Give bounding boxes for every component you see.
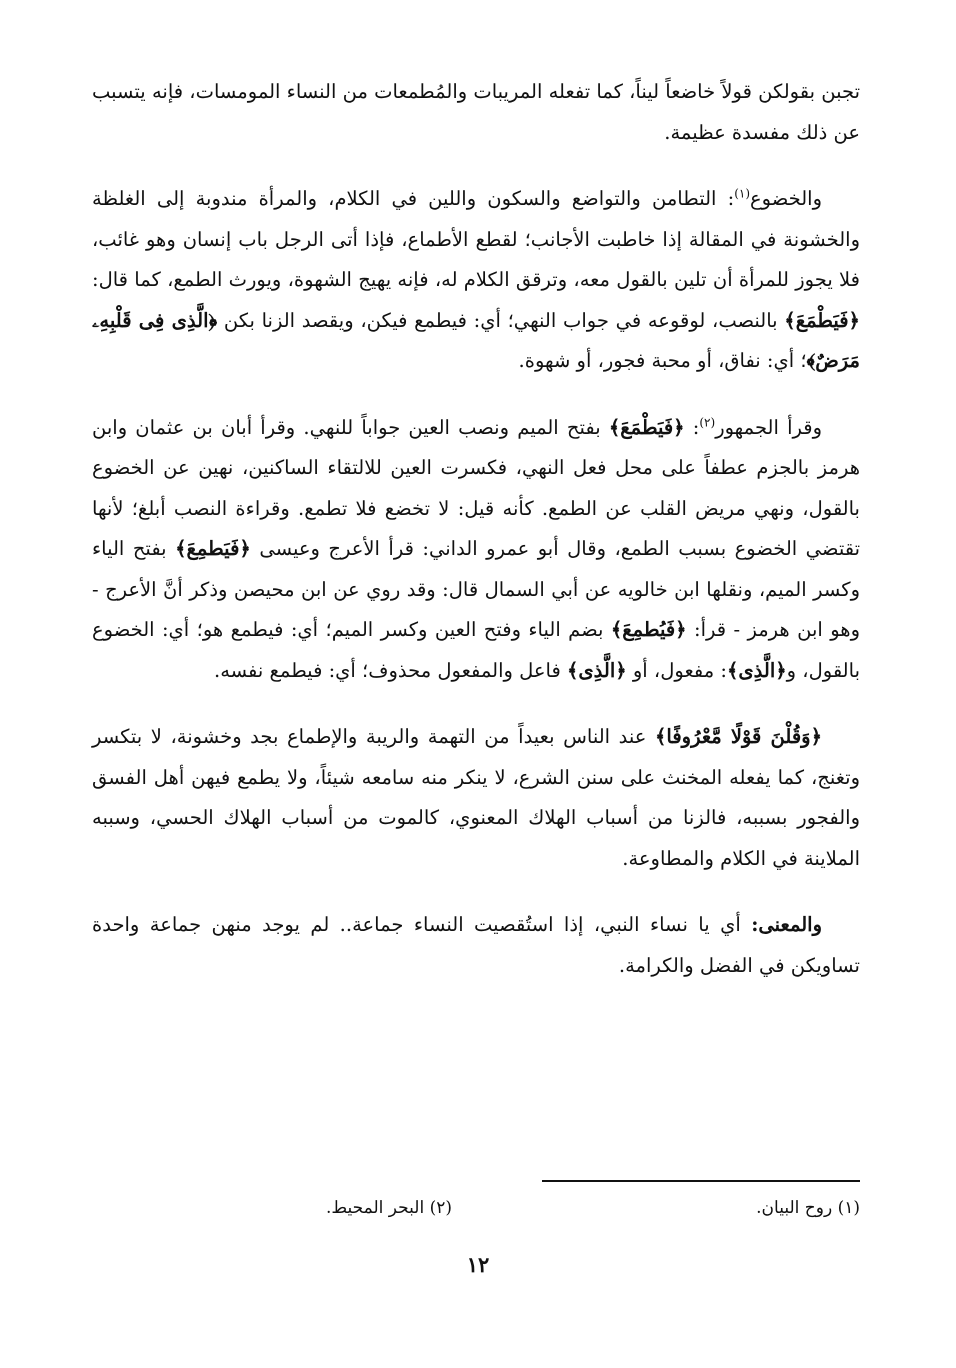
paragraph-3-text: : مفعول، أو <box>626 658 727 682</box>
paragraph-3-text: بفتح الميم ونصب العين جواباً للنهي. وقرأ أبان بن عثمان وابن هرمز بالجزم عطفاً على محل فعل النهي، فكسرت العين للالتقاء الساكنين، نهين عن الخضوع بالقول، ونهي مريض القلب عن الطمع. كأنه قيل: لا تخضع فلا تطمع. وقراءة النصب أبلغ؛ لأنها تقتضي الخضوع بسبب الطمع، وقال أبو عمرو الداني: قرأ الأعرج وعيسى <box>92 415 861 560</box>
paragraph-4 <box>92 717 860 879</box>
footnote-marker: (١) <box>837 1198 860 1218</box>
footnote-text: البحر المحيط. <box>326 1198 425 1218</box>
quran-quote: ﴿فَيَطْمَعَ﴾ <box>784 308 860 332</box>
quran-quote: ﴿الَّذِى﴾ <box>726 658 787 682</box>
paragraph-3-text: فاعل والمفعول محذوف؛ أي: فيطمع نفسه. <box>214 658 567 682</box>
page-number: ١٢ <box>466 1252 490 1277</box>
paragraph-2-lead: والخضوع <box>750 187 822 210</box>
paragraph-1-text: تجبن بقولكن قولاً خاضعاً ليناً، كما تفعله المريبات والمُطمعات من النساء المومسات، فإنه يتسبب عن ذلك مفسدة عظيمة. <box>92 80 860 144</box>
footnote-marker: (٢) <box>429 1198 452 1218</box>
paragraph-3-lead: وقرأ الجمهور <box>715 415 822 439</box>
footnote-2 <box>326 1194 452 1222</box>
paragraph-4-text: عند الناس بعيداً من التهمة والريبة والإطماع بجد وخشونة، لا بتكسر وتغنج، كما يفعله المخنث على سنن الشرع، لا ينكر منه سامعه شيئاً، ولا يطمع فيهن أهل الفسق والفجور بسببه، فالزنا من أسباب الهلاك المعنوي، كالموت من أسباب الهلاك الحسي، وسببه الملاينة في الكلام والمطاوعة. <box>92 725 860 870</box>
paragraph-2-text: بالنصب، لوقوعه في جواب النهي؛ أي: فيطمع فيكن، ويقصد الزنا بكن <box>217 308 785 332</box>
footnote-separator <box>542 1180 860 1182</box>
quran-quote: ﴿فَيُطمِعَ﴾ <box>610 618 687 641</box>
quran-quote: ﴿فَيَطْمَعَ﴾ <box>608 415 685 439</box>
quran-quote: ﴿الَّذِى فِى قَلْبِهِۦ مَرَضٌ﴾ <box>92 308 860 372</box>
footnote-ref-2[interactable]: (٢) <box>699 415 716 429</box>
quran-quote: ﴿وَقُلْنَ قَوْلًا مَّعْرُوفًا﴾ <box>654 725 822 748</box>
paragraph-3-text: بضم الياء وفتح العين وكسر الميم؛ أي: فيطمع هو؛ أي: الخضوع بالقول، و <box>92 618 860 682</box>
quran-quote: ﴿الَّذِى﴾ <box>566 658 627 682</box>
footnote-1 <box>756 1194 860 1222</box>
paragraph-5 <box>92 905 860 986</box>
paragraph-2 <box>92 179 860 382</box>
paragraph-3 <box>92 408 860 692</box>
paragraph-2-text: : التطامن والتواضع والسكون واللين في الكلام، والمرأة مندوبة إلى الغلظة والخشونة في المقالة إذا خاطبت الأجانب؛ لقطع الأطماع، فإذا أتى الرجل باب إنسان وهو غائب، فلا يجوز للمرأة أن تلين بالقول معه، وترقق الكلام له، فإنه يهيج الشهوة، ويورث الطمع، كما قال: <box>92 187 860 291</box>
paragraph-5-text: أي يا نساء النبي، إذا استُقصيت النساء جماعة.. لم يوجد منهن جماعة واحدة تساويكن في الفضل والكرامة. <box>92 913 860 977</box>
paragraph-2-text: ؛ أي: نفاق، أو محبة فجور، أو شهوة. <box>518 349 807 372</box>
page-body <box>92 72 860 1012</box>
paragraph-5-lead: والمعنى: <box>751 913 822 936</box>
paragraph-3-text: بفتح الياء وكسر الميم، ونقلها ابن خالويه عن أبي السمال قال: وقد روي عن ابن محيصن وذكر أنَّ الأعرج - وهو ابن هرمز - قرأ: <box>92 537 860 641</box>
footnote-text: روح البيان. <box>756 1198 833 1218</box>
quran-quote: ﴿فَيَطمِعَ﴾ <box>175 537 251 560</box>
paragraph-3-text: : <box>684 415 700 439</box>
footnote-ref-1[interactable]: (١) <box>734 186 751 201</box>
paragraph-1 <box>92 72 860 153</box>
